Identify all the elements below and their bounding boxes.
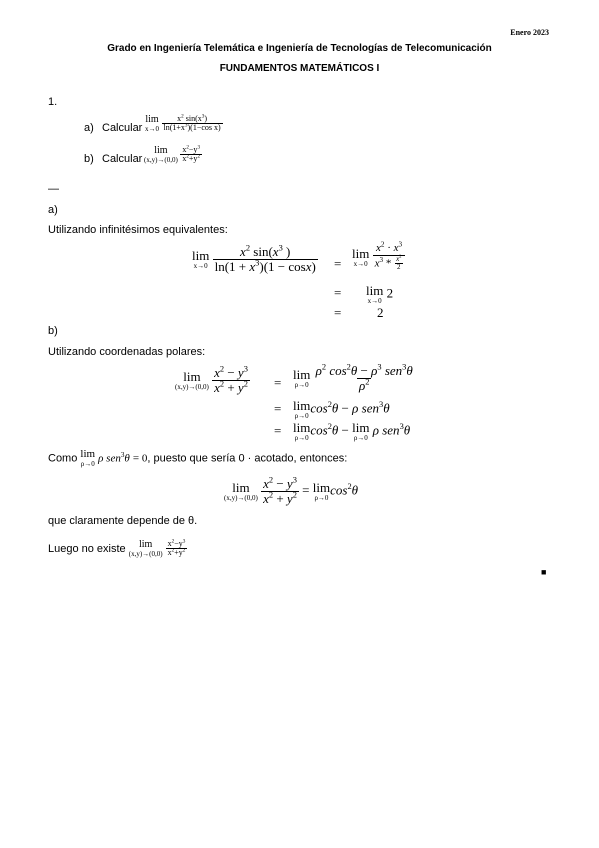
separator: —: [48, 183, 59, 195]
date-label: Enero 2023: [510, 28, 549, 37]
solution-a-intro: Utilizando infinitésimos equivalentes:: [48, 224, 228, 236]
solution-b-step3: lim ρ→0 $\cos^2\theta$ − lim ρ→0 ρ sen$^3$θ: [293, 420, 411, 442]
solution-b-label: b): [48, 325, 58, 337]
solution-b-eq1: =: [274, 375, 282, 390]
solution-a-step1: lim x→0 $x^2 \cdot x^3$ $x^3$ * $\frac{x^2}{2}$: [352, 243, 405, 272]
problem-a-formula: lim x→0 $\frac{x^2 \sin(x^3)}{\ln(1+x^3)(1-\cos x)}$: [145, 113, 221, 134]
solution-a-result: 2: [377, 305, 384, 320]
como-line: Como lim ρ→0 ρ sen$^3$θ = 0, puesto que sería 0 · acotado, entonces:: [48, 448, 348, 468]
solution-b-step2: lim ρ→0 $\cos^2\theta - \rho$ sen$^3$θ: [293, 398, 390, 420]
problem-a-text: Calcular: [102, 122, 143, 134]
solution-a-lhs: lim x→0 $\frac{x^2 \sin(x^3 )}{\ln(1 + x^3)(1 - \cos x)}$: [192, 242, 316, 274]
solution-b-eq2: =: [274, 401, 282, 416]
problem-b-text: Calcular: [102, 153, 143, 165]
conclusion-line: Luego no existe lim (x,y)→(0,0) $\frac{x^2-y^3}{x^2+y^2}$: [48, 538, 186, 559]
solution-a-eq2: =: [334, 285, 342, 300]
problem-b-formula: lim (x,y)→(0,0) $\frac{x^2-y^3}{x^2+y^2}$: [144, 144, 201, 165]
depends-text: que claramente depende de θ.: [48, 515, 198, 527]
solution-a-step2: lim x→0 2: [366, 283, 394, 305]
degree-title: Grado en Ingeniería Telemática e Ingeniería de Tecnologías de Telecomunicación: [107, 43, 492, 54]
problem-number: 1.: [48, 96, 58, 108]
solution-b-step1: lim ρ→0 $\frac{\rho^2 \cos^2\theta - \rho^3 sen^3\theta}{\rho^2}$: [293, 361, 413, 393]
end-mark: ■: [541, 567, 547, 577]
problem-a-label: a): [84, 122, 94, 134]
solution-a-eq1: =: [334, 256, 342, 271]
solution-b-final: lim (x,y)→(0,0) $\frac{x^2 - y^3}{x^2 + y^2}$ = lim ρ→0 $\cos^2\theta$: [224, 474, 359, 506]
solution-b-lhs: lim (x,y)→(0,0) $\frac{x^2 - y^3}{x^2 + y^2}$: [175, 363, 248, 395]
subject-title: FUNDAMENTOS MATEMÁTICOS I: [219, 63, 380, 74]
problem-b-label: b): [84, 153, 94, 165]
solution-b-eq3: =: [274, 423, 282, 438]
solution-b-intro: Utilizando coordenadas polares:: [48, 346, 206, 358]
solution-a-label: a): [48, 204, 58, 216]
solution-a-eq3: =: [334, 305, 342, 320]
